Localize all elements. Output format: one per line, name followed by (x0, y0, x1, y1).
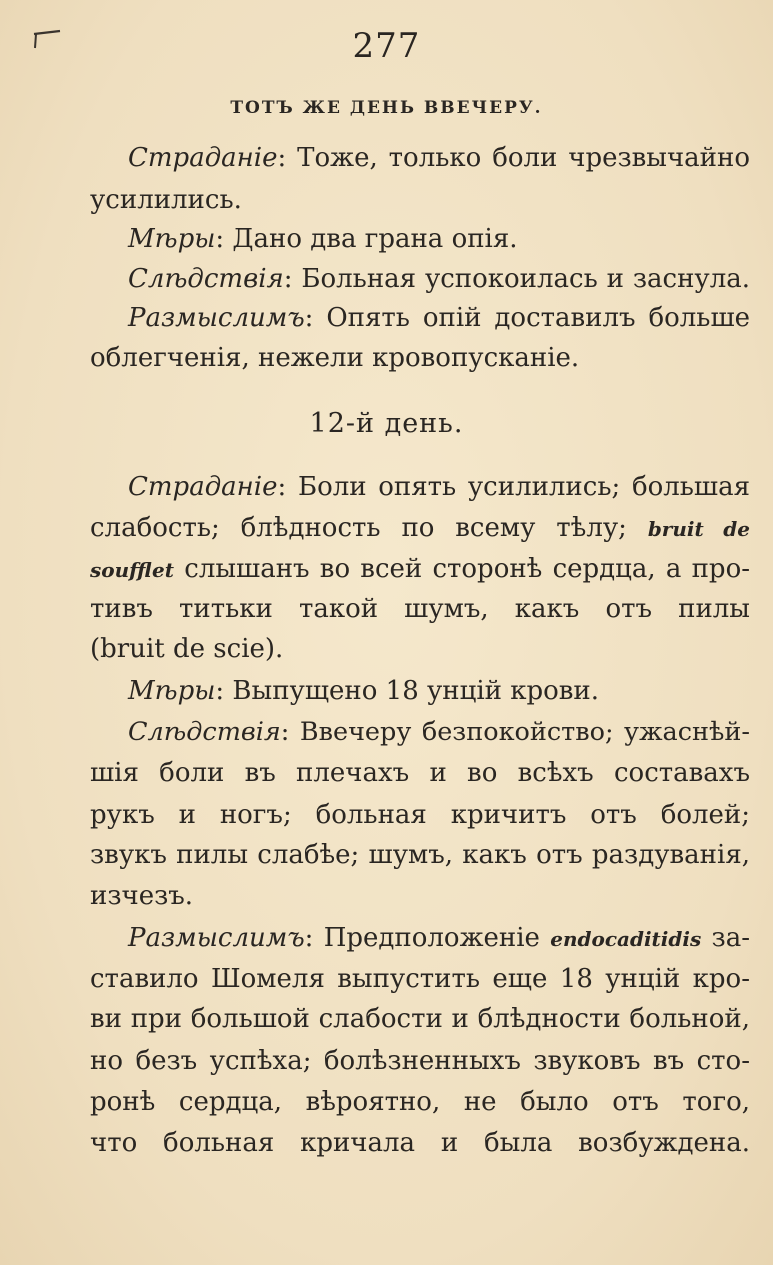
text-line (90, 879, 750, 913)
text-line (90, 798, 750, 832)
text-line (90, 341, 750, 375)
entry-label: Мѣры (128, 224, 216, 254)
entry-text: : Выпущено 18 унцій крови. (215, 676, 600, 706)
entry-text: : Тоже, только боли чрезвычайно (277, 143, 750, 173)
text-line (128, 141, 750, 175)
entry-text: (bruit de scie). (90, 634, 284, 664)
text-line (90, 962, 750, 996)
entry-text: звукъ пилы слабѣе; шумъ, какъ отъ раздуванія, (90, 840, 750, 870)
entry-text: : Боли опять усилились; большая (277, 472, 750, 502)
entry-text: : Опять опій доставилъ больше (304, 303, 750, 333)
text-line (128, 301, 750, 335)
entry-text: ставило Шомеля выпустить еще 18 унцій кро- (90, 964, 750, 994)
entry-text: ронѣ сердца, вѣроятно, не было отъ того, (90, 1087, 750, 1117)
entry-text: : Больная успокоилась и заснула. (283, 264, 750, 294)
text-line (90, 632, 750, 666)
entry-label: Страданіе (128, 472, 278, 502)
entry-label: Слѣдствія (128, 717, 281, 747)
text-line (128, 674, 750, 708)
section-heading-day-12: 12-й день. (309, 408, 464, 439)
entry-text: что больная кричала и была возбуждена. (90, 1128, 750, 1158)
text-line (90, 183, 750, 217)
text-line (90, 1126, 750, 1160)
text-line (128, 262, 750, 296)
text-line (90, 511, 750, 546)
entry-text: ви при большой слабости и блѣдности больной, (90, 1004, 750, 1034)
entry-label: Размыслимъ (128, 303, 305, 333)
entry-label: Слѣдствія (128, 264, 284, 294)
entry-text: облегченія, нежели кровопусканіе. (90, 343, 580, 373)
entry-text: рукъ и ногъ; больная кричитъ отъ болей; (90, 800, 750, 830)
text-line (128, 222, 750, 256)
entry-label: Страданіе (128, 143, 278, 173)
entry-label: Размыслимъ (128, 923, 305, 953)
entry-text: слышанъ во всей сторонѣ сердца, а про- (184, 554, 751, 584)
entry-text: слабость; блѣдность по всему тѣлу; (90, 513, 627, 543)
entry-text: шія боли въ плечахъ и во всѣхъ составахъ (90, 758, 750, 788)
entry-text: : Ввечеру безпокойство; ужаснѣй- (280, 717, 750, 747)
text-line (128, 921, 750, 956)
foreign-term: soufflet (90, 558, 175, 582)
page-number: 277 (352, 26, 421, 66)
text-line (90, 1085, 750, 1119)
foreign-term: endocaditidis (550, 927, 702, 951)
entry-label: Мѣры (128, 676, 216, 706)
text-line (90, 552, 750, 587)
foreign-term: bruit de (647, 517, 750, 541)
text-line (90, 756, 750, 790)
entry-text: за- (711, 923, 751, 953)
text-line (128, 715, 750, 749)
entry-text: но безъ успѣха; болѣзненныхъ звуковъ въ сто- (90, 1046, 750, 1076)
entry-text: усилились. (90, 185, 242, 215)
entry-text: изчезъ. (90, 881, 194, 911)
text-line (90, 592, 750, 626)
entry-text: тивъ титьки такой шумъ, какъ отъ пилы (90, 594, 750, 624)
section-heading-evening: ТОТЪ ЖЕ ДЕНЬ ВВЕЧЕРУ. (230, 98, 543, 118)
entry-text: : Дано два грана опія. (215, 224, 518, 254)
text-line (90, 1002, 750, 1036)
text-line (128, 470, 750, 504)
text-line (90, 1044, 750, 1078)
entry-text: : Предположеніе (304, 923, 540, 953)
text-line (90, 838, 750, 872)
